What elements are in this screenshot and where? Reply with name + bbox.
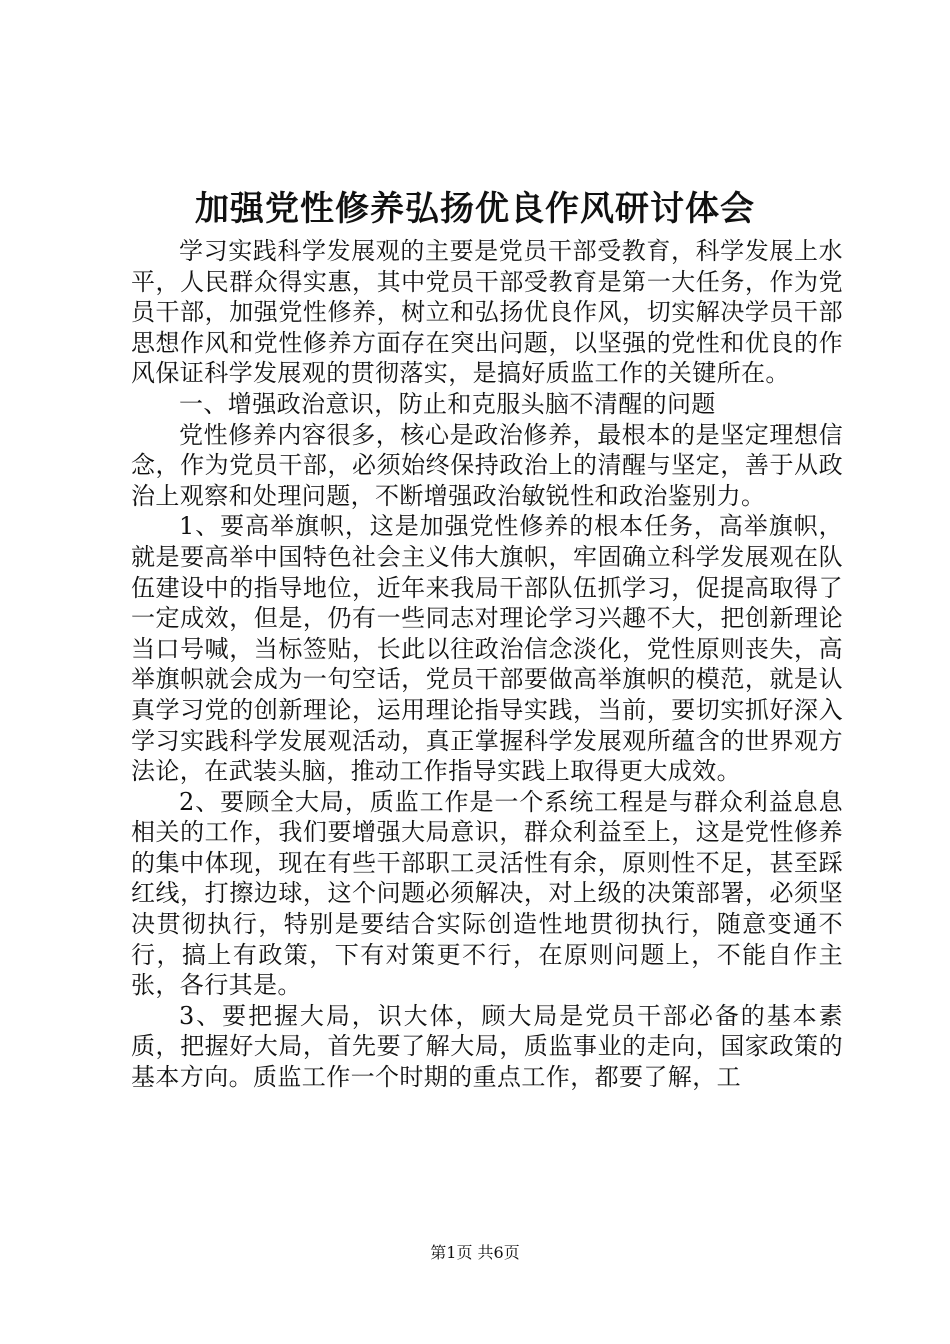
document-title: 加强党性修养弘扬优良作风研讨体会: [195, 189, 755, 229]
paragraph-political-cultivation: 党性修养内容很多，核心是政治修养，最根本的是坚定理想信念，作为党员干部，必须始终保持政治上的清醒与坚定，善于从政治上观察和处理问题，不断增强政治敏锐性和政治鉴别力。: [131, 420, 843, 510]
paragraph-point-1: 1、要高举旗帜，这是加强党性修养的根本任务，高举旗帜，就是要高举中国特色社会主义伟大旗帜，牢固确立科学发展观在队伍建设中的指导地位，近年来我局干部队伍抓学习，促提高取得了一定成效，但是，仍有一些同志对理论学习兴趣不大，把创新理论当口号喊，当标签贴，长此以往政治信念淡化，党性原则丧失，高举旗帜就会成为一句空话，党员干部要做高举旗帜的模范，就是认真学习党的创新理论，运用理论指导实践，当前，要切实抓好深入学习实践科学发展观活动，真正掌握科学发展观所蕴含的世界观方法论，在武装头脑，推动工作指导实践上取得更大成效。: [131, 512, 843, 786]
section-heading-1: 一、增强政治意识，防止和克服头脑不清醒的问题: [179, 389, 716, 418]
page-number-footer: 第1页 共6页: [430, 1243, 520, 1262]
paragraph-point-3: 3、要把握大局，识大体，顾大局是党员干部必备的基本素质，把握好大局，首先要了解大局，质监事业的走向，国家政策的基本方向。质监工作一个时期的重点工作，都要了解，工: [131, 1001, 843, 1092]
paragraph-intro: 学习实践科学发展观的主要是党员干部受教育，科学发展上水平，人民群众得实惠，其中党员干部受教育是第一大任务，作为党员干部，加强党性修养，树立和弘扬优良作风，切实解决学员干部思想作风和党性修养方面存在突出问题，以坚强的党性和优良的作风保证科学发展观的贯彻落实，是搞好质监工作的关键所在。: [131, 237, 843, 388]
document-body: [131, 236, 843, 1093]
paragraph-point-2: 2、要顾全大局，质监工作是一个系统工程是与群众利益息息相关的工作，我们要增强大局意识，群众利益至上，这是党性修养的集中体现，现在有些干部职工灵活性有余，原则性不足，甚至踩红线，打擦边球，这个问题必须解决，对上级的决策部署，必须坚决贯彻执行，特别是要结合实际创造性地贯彻执行，随意变通不行，搞上有政策，下有对策更不行，在原则问题上，不能自作主张，各行其是。: [131, 787, 843, 1000]
